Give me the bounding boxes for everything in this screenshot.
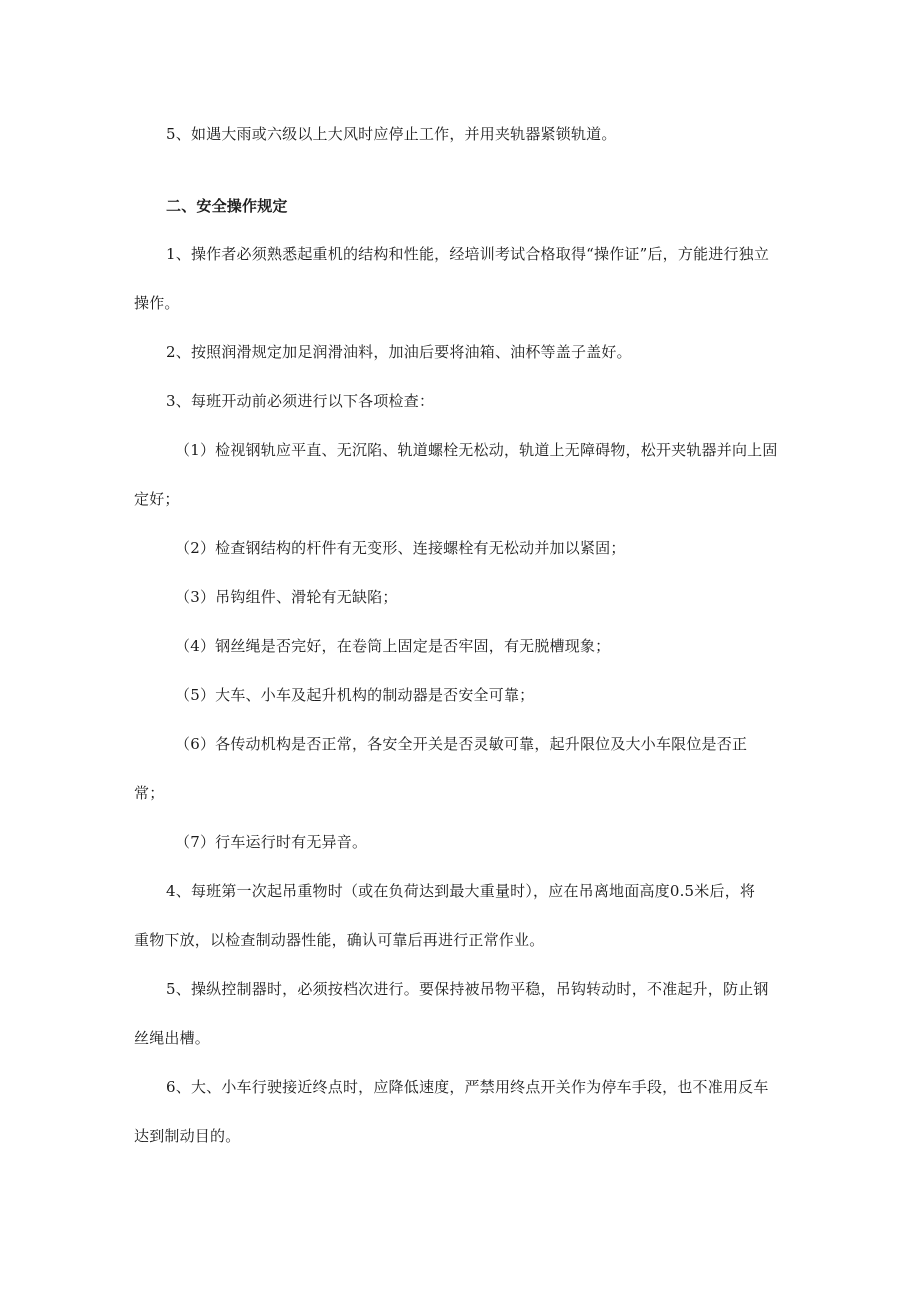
item-5-line-2: 丝绳出槽。 (134, 1029, 211, 1047)
item-3: 3、每班开动前必须进行以下各项检查： (166, 392, 435, 410)
item-1-line-2: 操作。 (134, 294, 180, 312)
item-5-line-1: 5、操纵控制器时，必须按档次进行。要保持被吊物平稳，吊钩转动时，不准起升，防止钢 (166, 980, 769, 998)
check-5: （5）大车、小车及起升机构的制动器是否安全可靠； (175, 686, 535, 704)
paragraph-prev-item-5: 5、如遇大雨或六级以上大风时应停止工作，并用夹轨器紧锁轨道。 (166, 125, 617, 143)
item-1-line-1: 1、操作者必须熟悉起重机的结构和性能，经培训考试合格取得“操作证”后，方能进行独立 (166, 245, 770, 263)
check-6-line-2: 常； (134, 784, 165, 802)
check-1-line-1: （1）检视钢轨应平直、无沉陷、轨道螺栓无松动，轨道上无障碍物，松开夹轨器并向上固 (175, 441, 778, 459)
check-4: （4）钢丝绳是否完好，在卷筒上固定是否牢固，有无脱槽现象； (175, 637, 611, 655)
check-6-line-1: （6）各传动机构是否正常，各安全开关是否灵敏可靠，起升限位及大小车限位是否正 (175, 735, 748, 753)
section-heading: 二、安全操作规定 (166, 197, 288, 215)
item-6-line-1: 6、大、小车行驶接近终点时，应降低速度，严禁用终点开关作为停车手段，也不准用反车 (166, 1078, 769, 1096)
item-2: 2、按照润滑规定加足润滑油料，加油后要将油箱、油杯等盖子盖好。 (166, 343, 632, 361)
check-1-line-2: 定好； (134, 490, 180, 508)
item-6-line-2: 达到制动目的。 (134, 1127, 241, 1145)
check-7: （7）行车运行时有无异音。 (175, 833, 368, 851)
item-4-line-1: 4、每班第一次起吊重物时（或在负荷达到最大重量时），应在吊离地面高度0.5米后，将 (166, 882, 756, 900)
item-4-line-2: 重物下放，以检查制动器性能，确认可靠后再进行正常作业。 (134, 931, 545, 949)
check-2: （2）检查钢结构的杆件有无变形、连接螺栓有无松动并加以紧固； (175, 539, 626, 557)
check-3: （3）吊钩组件、滑轮有无缺陷； (175, 588, 398, 606)
